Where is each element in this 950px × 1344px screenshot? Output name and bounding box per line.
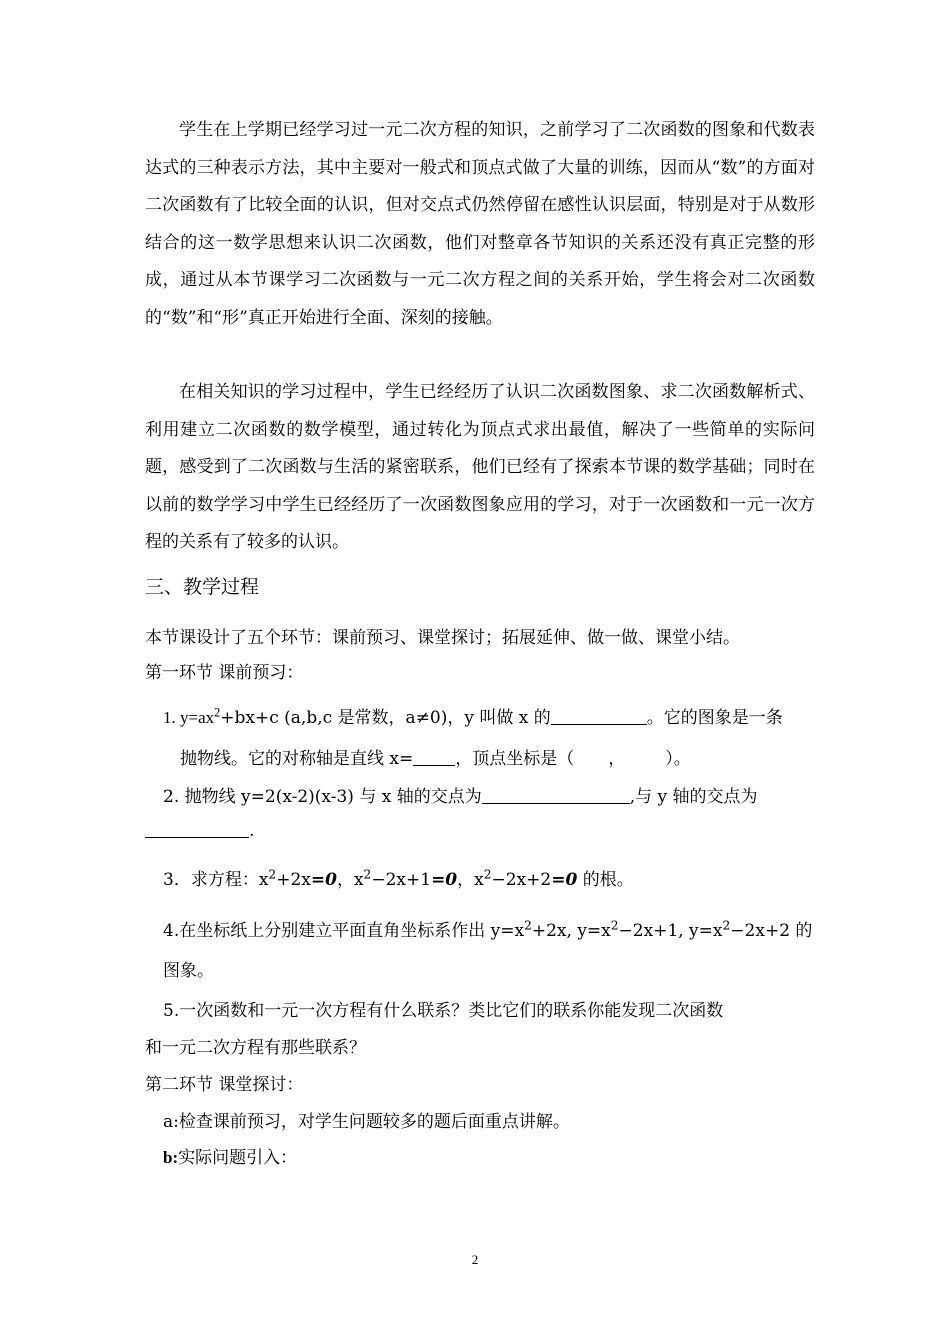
item-b: b:实际问题引入： <box>163 1148 298 1168</box>
page-number: 2 <box>471 1252 479 1267</box>
section-heading: 三、教学过程 <box>145 576 260 598</box>
answer-blank[interactable] <box>482 786 630 804</box>
item-a: a:检查课前预习，对学生问题较多的题后面重点讲解。 <box>163 1112 570 1132</box>
question-5-line-2: 和一元二次方程有那些联系？ <box>145 1038 366 1058</box>
paragraph-2: 在相关知识的学习过程中，学生已经经历了认识二次函数图象、求二次函数解析式、利用建立二次函数的数学模型，通过转化为顶点式求出最值，解决了一些简单的实际问题，感受到了二次函数与生活的紧密联系，他们已经有了探索本节课的数学基础；同时在以前的数学学习中学生已经经历了一次函数图象应用的学习，对于一次函数和一元一次方程的关系有了较多的认识。 <box>145 382 815 552</box>
answer-blank[interactable] <box>413 748 455 766</box>
lesson-intro: 本节课设计了五个环节：课前预习、课堂探讨；拓展延伸、做一做、课堂小结。 <box>145 628 740 648</box>
question-4-line-1: 4.在坐标纸上分别建立平面直角坐标系作出 $y=x^2+2x$, $y=x^2-2x+1$, $y=x^2-2x+2$ 的 <box>163 918 813 941</box>
answer-blank[interactable] <box>145 820 249 838</box>
question-5-line-1: 5.一次函数和一元一次方程有什么联系？类比它们的联系你能发现二次函数 <box>163 1001 724 1021</box>
answer-blank[interactable] <box>551 707 647 725</box>
question-2-line-2: . <box>145 820 254 841</box>
stage-2-title: 第二环节 课堂探讨： <box>145 1075 304 1095</box>
stage-1-title: 第一环节 课前预习： <box>145 663 304 683</box>
question-1-line-1: 1. $y=ax^2+bx+c$ (a,b,c 是常数，a≠0)，y 叫做 x 的 。它的图象是一条 <box>163 705 783 728</box>
question-1-line-2: 抛物线。它的对称轴是直线 x= ，顶点坐标是（ ， ）。 <box>180 749 691 769</box>
question-4-line-2: 图象。 <box>163 961 214 981</box>
paragraph-2-block <box>145 374 815 562</box>
paragraph-1-block <box>145 112 815 337</box>
paragraph-1: 学生在上学期已经学习过一元二次方程的知识，之前学习了二次函数的图象和代数表达式的三种表示方法，其中主要对一般式和顶点式做了大量的训练，因而从“数”的方面对二次函数有了比较全面的认识，但对交点式仍然停留在感性认识层面，特别是对于从数形结合的这一数学思想来认识二次函数，他们对整章各节知识的关系还没有真正完整的形成，通过从本节课学习二次函数与一元二次方程之间的关系开始，学生将会对二次函数的“数”和“形”真正开始进行全面、深刻的接触。 <box>145 120 815 328</box>
question-3: 3．求方程：$x^2+2x=0$，$x^2-2x+1=0$，$x^2-2x+2=0$ 的根。 <box>163 867 634 890</box>
question-2-line-1: 2. 抛物线 y=2(x-2)(x-3) 与 x 轴的交点为 ,与 y 轴的交点为 <box>163 787 758 807</box>
